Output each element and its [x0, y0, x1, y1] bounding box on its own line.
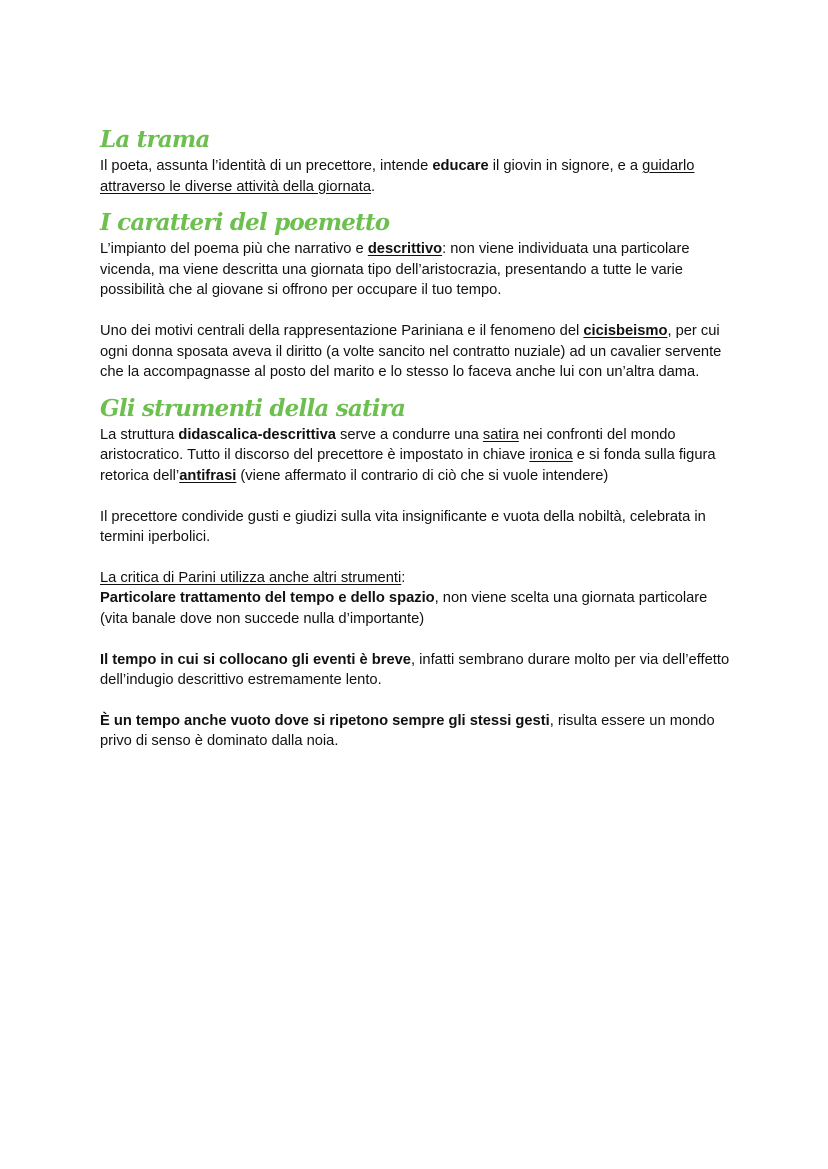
paragraph-impianto: L’impianto del poema più che narrativo e descrittivo: non viene individuata una particolare vicenda, ma viene descritta una giornata tipo dell’aristocrazia, presentando a tutte le varie possibilità che al giovane si offrono per occupare il tuo tempo. [100, 241, 690, 299]
paragraph-critica: La critica di Parini utilizza anche altri strumenti: Particolare trattamento del tempo e dello spazio, non viene scelta una giornata particolare (vita banale dove non succede nulla d’importante) [100, 569, 708, 627]
paragraph-tempo-vuoto: È un tempo anche vuoto dove si ripetono sempre gli stessi gesti, risulta essere un mondo privo di senso è dominato dalla noia. [100, 712, 715, 750]
heading-strumenti-satira: Gli strumenti della satira [100, 394, 406, 422]
paragraph-cicisbeismo: Uno dei motivi centrali della rappresentazione Pariniana e il fenomeno del cicisbeismo, per cui ogni donna sposata aveva il diritto (a volte sancito nel contratto nuziale) ad un cavalier servente che la accompagnasse al posto del marito e lo stesso lo faceva anche lui con un’altra dama. [100, 322, 722, 381]
document-page [100, 124, 730, 752]
paragraph-trama: Il poeta, assunta l’identità di un precettore, intende educare il giovin in signore, e a guidarlo attraverso le diverse attività della giornata. [100, 158, 695, 195]
paragraph-struttura: La struttura didascalica-descrittiva serve a condurre una satira nei confronti del mondo aristocratico. Tutto il discorso del precettore è impostato in chiave ironica e si fonda sulla figura retorica dell’antifrasi (viene affermato il contrario di ciò che si vuole intendere) [100, 426, 716, 484]
heading-caratteri: I caratteri del poemetto [100, 209, 390, 237]
paragraph-tempo-breve: Il tempo in cui si collocano gli eventi è breve, infatti sembrano durare molto per via dell’effetto dell’indugio descrittivo estremamente lento. [100, 651, 730, 689]
heading-la-trama: La trama [100, 126, 210, 153]
paragraph-precettore: Il precettore condivide gusti e giudizi sulla vita insignificante e vuota della nobiltà, celebrata in termini iperbolici. [100, 508, 706, 546]
